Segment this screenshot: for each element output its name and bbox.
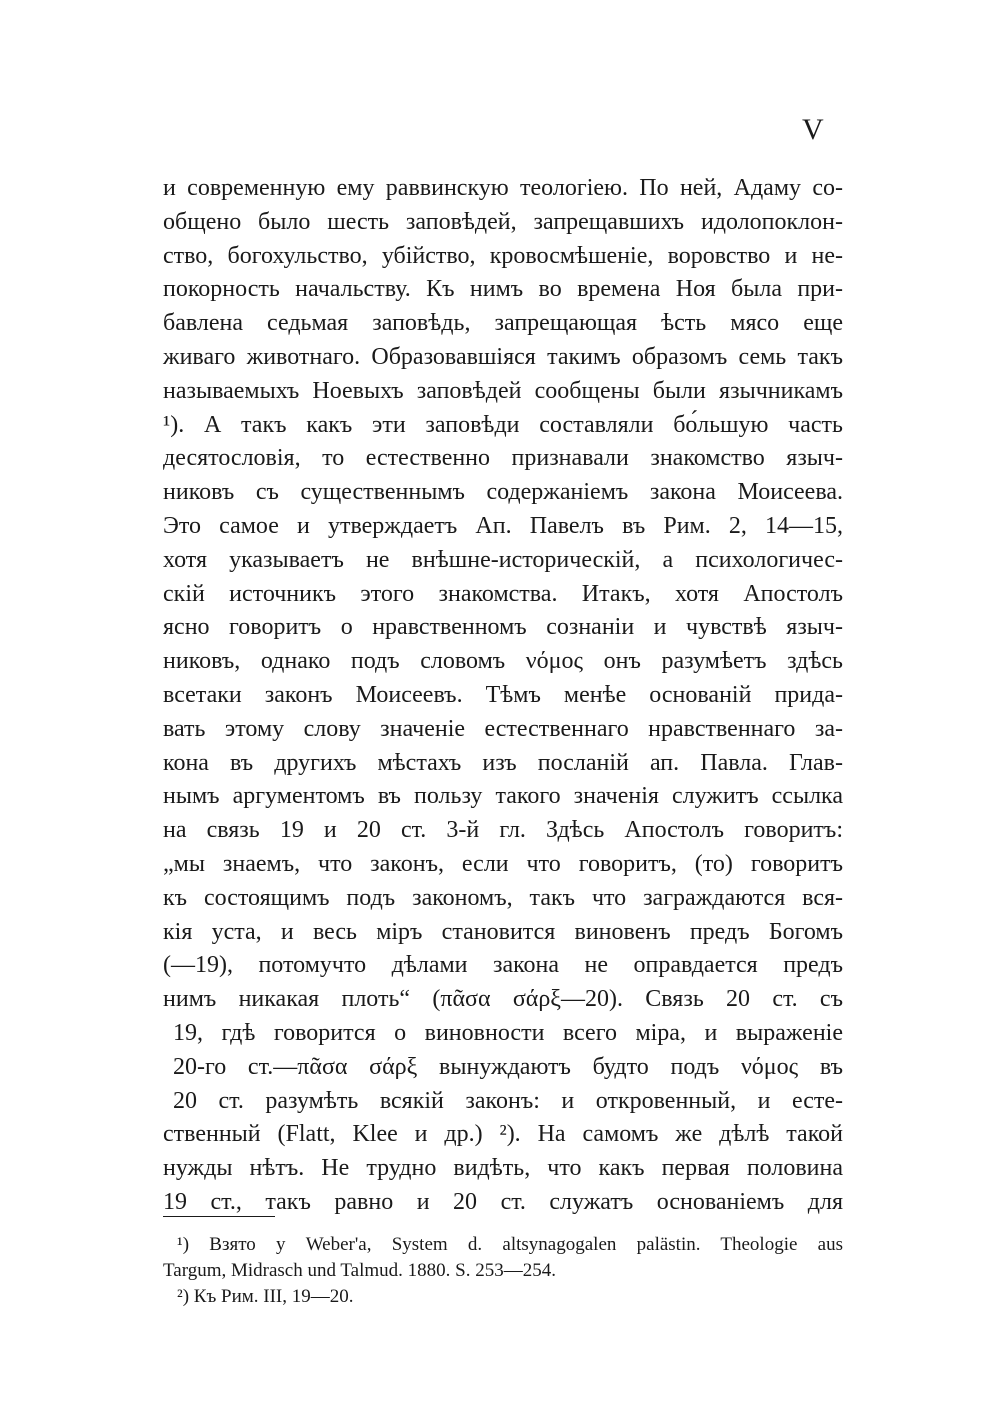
- text-line: „мы знаемъ, что законъ, если что говоритъ, (то) говоритъ: [163, 850, 843, 877]
- text-line: никовъ, однако подъ словомъ νόμος онъ разумѣетъ здѣсь: [163, 648, 843, 675]
- text-line: никовъ съ существеннымъ содержанiемъ закона Моисеева.: [163, 479, 843, 506]
- text-line: покорность начальству. Къ нимъ во времена Ноя была при-: [163, 276, 843, 303]
- text-line: бавлена седьмая заповѣдь, запрещающая ѣсть мясо еще: [163, 310, 843, 337]
- text-line: Это самое и утверждаетъ Ап. Павелъ въ Рим. 2, 14—15,: [163, 512, 843, 539]
- text-line: и современную ему раввинскую теологiею. По ней, Адаму со-: [163, 175, 843, 201]
- text-line: ¹). А такъ какъ эти заповѣди составляли бо́льшую часть: [163, 411, 843, 438]
- text-line: живаго животнаго. Образовавшiяся такимъ образомъ семь такъ: [163, 343, 843, 370]
- text-line: ство, богохульство, убiйство, кровосмѣшенiе, воровство и не-: [163, 242, 843, 269]
- footnote-line: ¹) Взято у Weber'a, System d. altsynagogalen palästin. Theologie aus: [177, 1234, 843, 1255]
- footnote-line: Targum, Midrasch und Talmud. 1880. S. 253—254.: [163, 1260, 556, 1281]
- text-line: на связь 19 и 20 ст. 3-й гл. Здѣсь Апостолъ говоритъ:: [163, 817, 843, 844]
- text-line: 20-го ст.—πᾶσα σάρξ вынуждаютъ будто подъ νόμος въ: [173, 1053, 843, 1080]
- text-line: ственный (Flatt, Klee и др.) ²). На самомъ же дѣлѣ такой: [163, 1121, 843, 1148]
- text-line: кона въ другихъ мѣстахъ изъ посланiй ап. Павла. Глав-: [163, 749, 843, 776]
- text-line: вать этому слову значенiе естественнаго нравственнаго за-: [163, 715, 843, 742]
- page-number: V: [802, 113, 824, 146]
- text-line: нимъ никакая плоть“ (πᾶσα σάρξ—20). Связь 20 ст. съ: [163, 986, 843, 1013]
- footnotes: [163, 1232, 843, 1310]
- footnote-line: ²) Къ Рим. III, 19—20.: [177, 1286, 354, 1307]
- body-text: [163, 172, 843, 1220]
- text-line: всетаки законъ Моисеевъ. Тѣмъ менѣе основанiй прида-: [163, 681, 843, 708]
- text-line: (—19), потомучто дѣлами закона не оправдается предъ: [163, 952, 843, 979]
- text-line: 20 ст. разумѣть всякiй законъ: и откровенный, и есте-: [173, 1087, 843, 1114]
- text-line: кiя уста, и весь мiръ становится виновенъ предъ Богомъ: [163, 918, 843, 945]
- text-line: скiй источникъ этого знакомства. Итакъ, хотя Апостолъ: [163, 580, 843, 607]
- text-line: называемыхъ Ноевыхъ заповѣдей сообщены были язычникамъ: [163, 377, 843, 404]
- text-line: 19, гдѣ говорится о виновности всего мiра, и выраженiе: [173, 1019, 843, 1046]
- footnote-separator: [163, 1216, 275, 1217]
- text-line: ясно говоритъ о нравственномъ сознанiи и чувствѣ языч-: [163, 614, 843, 641]
- text-line: 19 ст., такъ равно и 20 ст. служатъ основанiемъ для: [163, 1188, 843, 1215]
- text-line: общено было шесть заповѣдей, запрещавшихъ идолопоклон-: [163, 208, 843, 235]
- text-line: къ состоящимъ подъ закономъ, такъ что заграждаются вся-: [163, 884, 843, 911]
- text-line: нужды нѣтъ. Не трудно видѣть, что какъ первая половина: [163, 1155, 843, 1182]
- text-line: хотя указываетъ не внѣшне-историческiй, а психологичес-: [163, 546, 843, 573]
- text-line: десятословiя, то естественно признавали знакомство языч-: [163, 445, 843, 472]
- text-line: нымъ аргументомъ въ пользу такого значенiя служитъ ссылка: [163, 783, 843, 810]
